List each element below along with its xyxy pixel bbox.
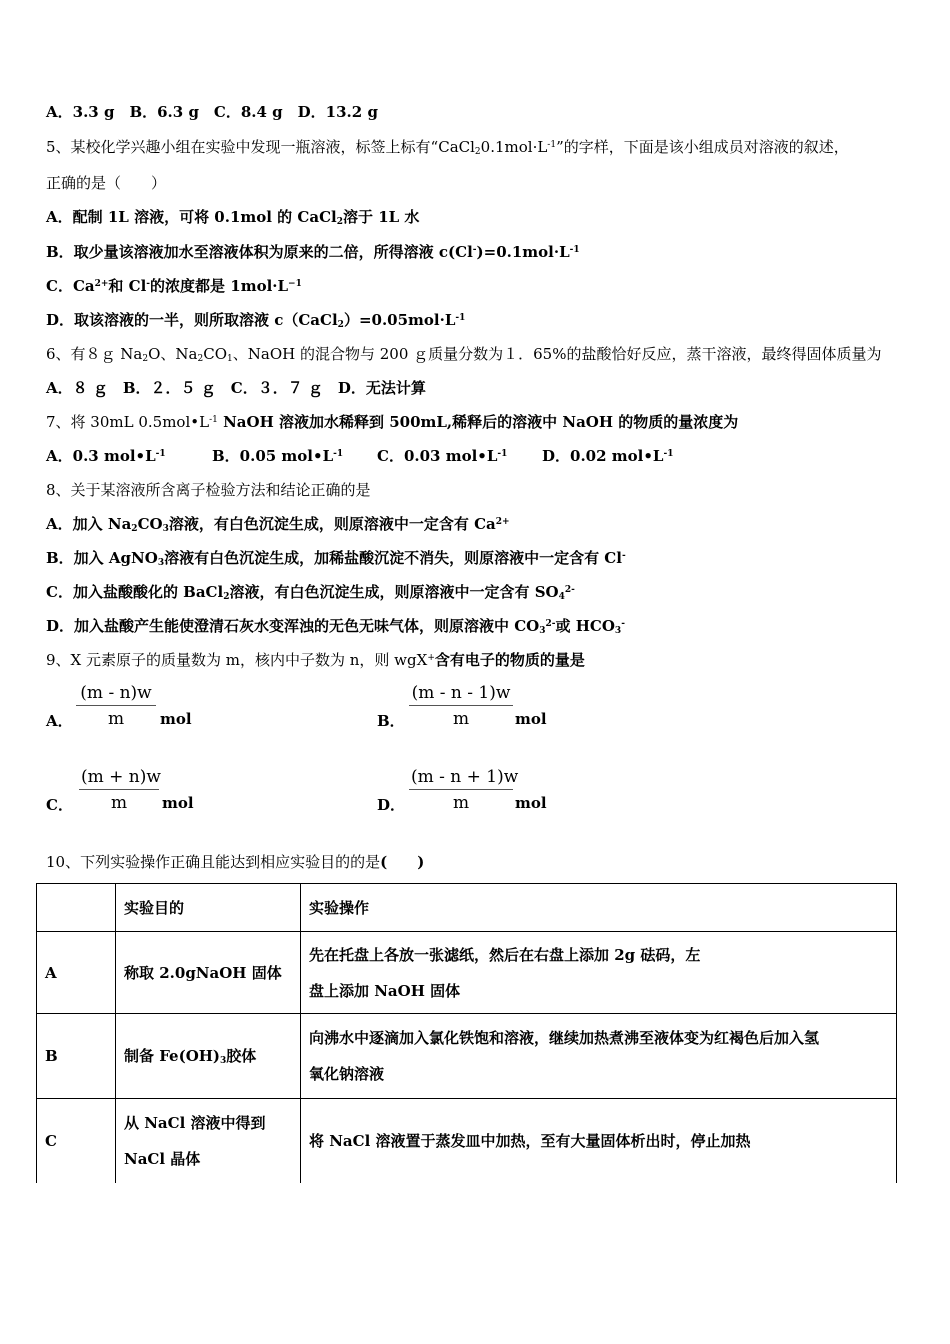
- table-row: [37, 1099, 897, 1183]
- row-goal: 制备 $Fe(OH)_3$胶体: [116, 1014, 301, 1099]
- row-key: A: [37, 932, 116, 1014]
- table-row: [37, 932, 897, 1014]
- q5-option-d: D．取该溶液的一半，则所取溶液 $c(CaCl_2)=0.05mol\cdot L^{-1}$: [46, 311, 466, 330]
- header-operation: 实验操作: [301, 884, 897, 932]
- row-operation: 将 NaCl 溶液置于蒸发皿中加热，至有大量固体析出时，停止加热: [301, 1099, 897, 1183]
- q9-option-b-fraction: (m - n - 1)w m: [409, 683, 513, 729]
- row-operation: 先在托盘上各放一张滤纸，然后在右盘上添加 2g 砝码，左 盘上添加 NaOH 固体: [301, 932, 897, 1014]
- q8-option-c: C．加入盐酸酸化的 BaCl$_2$溶液，有白色沉淀生成，则原溶液中一定含有 $SO_4^{2-}$: [46, 583, 575, 602]
- row-goal: 从 NaCl 溶液中得到 NaCl 晶体: [116, 1099, 301, 1183]
- q8-option-b: B．加入 AgNO$_3$溶液有白色沉淀生成，加稀盐酸沉淀不消失，则原溶液中一定含有 Cl-: [46, 549, 626, 568]
- q9-option-c-unit: mol: [162, 794, 194, 812]
- q9-option-b-label: B．: [377, 712, 405, 730]
- q9-option-d-fraction: (m - n + 1)w m: [411, 767, 519, 813]
- header-blank: [37, 884, 116, 932]
- header-goal: 实验目的: [116, 884, 301, 932]
- q8-stem: 8、关于某溶液所含离子检验方法和结论正确的是: [46, 481, 371, 499]
- q7-stem: 7、将 30mL $0.5mol•L^{-1}$ NaOH 溶液加水稀释到 500mL,稀释后的溶液中 NaOH 的物质的量浓度为: [46, 413, 739, 431]
- q5-stem: 5、某校化学兴趣小组在实验中发现一瓶溶液，标签上标有“$CaCl_20.1mol\cdot L^{-1}$”的字样，下面是该小组成员对溶液的叙述，: [46, 138, 849, 157]
- q6-stem: 6、有８ｇ $Na_2O$、$Na_2CO_1$、NaOH 的混合物与 200 ｇ质量分数为１．65%的盐酸恰好反应，蒸干溶液，最终得固体质量为: [46, 345, 882, 364]
- q8-option-a: A．加入 $Na_2CO_3$溶液，有白色沉淀生成，则原溶液中一定含有 $Ca^{2+}$: [46, 515, 510, 534]
- q7-option-d: D．0.02 $mol•L^{-1}$: [542, 447, 674, 465]
- q10-table: [36, 883, 897, 1183]
- table-header-row: [37, 884, 897, 932]
- q5-option-c: C．$Ca^{2+}$和 Cl-的浓度都是 $1mol\cdot L^{-1}$: [46, 277, 302, 295]
- q4-options: A．3.3 g B．6.3 g C．8.4 g D．13.2 g: [46, 103, 378, 121]
- q10-stem: 10、下列实验操作正确且能达到相应实验目的的是( ): [46, 853, 425, 871]
- q9-stem: 9、X 元素原子的质量数为 m，核内中子数为 n，则 wgX+含有电子的物质的量是: [46, 651, 585, 669]
- q7-option-b: B．0.05 $mol•L^{-1}$: [212, 447, 344, 465]
- q9-option-d-unit: mol: [515, 794, 547, 812]
- q7-option-a: A．0.3 $mol•L^{-1}$: [46, 447, 166, 465]
- q9-option-a-unit: mol: [160, 710, 192, 728]
- q6-options: A．８ ｇ B．２．５ ｇ C．３．７ ｇ D．无法计算: [46, 379, 426, 397]
- q9-option-a-fraction: (m - n)w m: [76, 683, 156, 729]
- row-key: C: [37, 1099, 116, 1183]
- q5-option-b: B．取少量该溶液加水至溶液体积为原来的二倍，所得溶液 $c(Cl^-)=0.1mol\cdot L^{-1}$: [46, 243, 580, 261]
- q8-option-d: D．加入盐酸产生能使澄清石灰水变浑浊的无色无味气体，则原溶液中 $CO_3^{2-}$或 $HCO_3^-$: [46, 617, 625, 636]
- q9-option-c-label: C．: [46, 796, 73, 814]
- row-goal: 称取 2.0gNaOH 固体: [116, 932, 301, 1014]
- row-key: B: [37, 1014, 116, 1099]
- q5-option-a: A．配制 1L 溶液，可将 0.1mol 的 CaCl$_2$溶于 1L 水: [46, 208, 420, 227]
- q9-option-c-fraction: (m + n)w m: [81, 767, 161, 813]
- row-operation: 向沸水中逐滴加入氯化铁饱和溶液，继续加热煮沸至液体变为红褐色后加入氢 氧化钠溶液: [301, 1014, 897, 1099]
- q5-stem-line2: 正确的是（ ）: [46, 174, 167, 192]
- table-row: [37, 1014, 897, 1099]
- q7-option-c: C．0.03 $mol•L^{-1}$: [377, 447, 508, 465]
- q9-option-b-unit: mol: [515, 710, 547, 728]
- q9-option-d-label: D．: [377, 796, 406, 814]
- q9-option-a-label: A．: [46, 712, 73, 730]
